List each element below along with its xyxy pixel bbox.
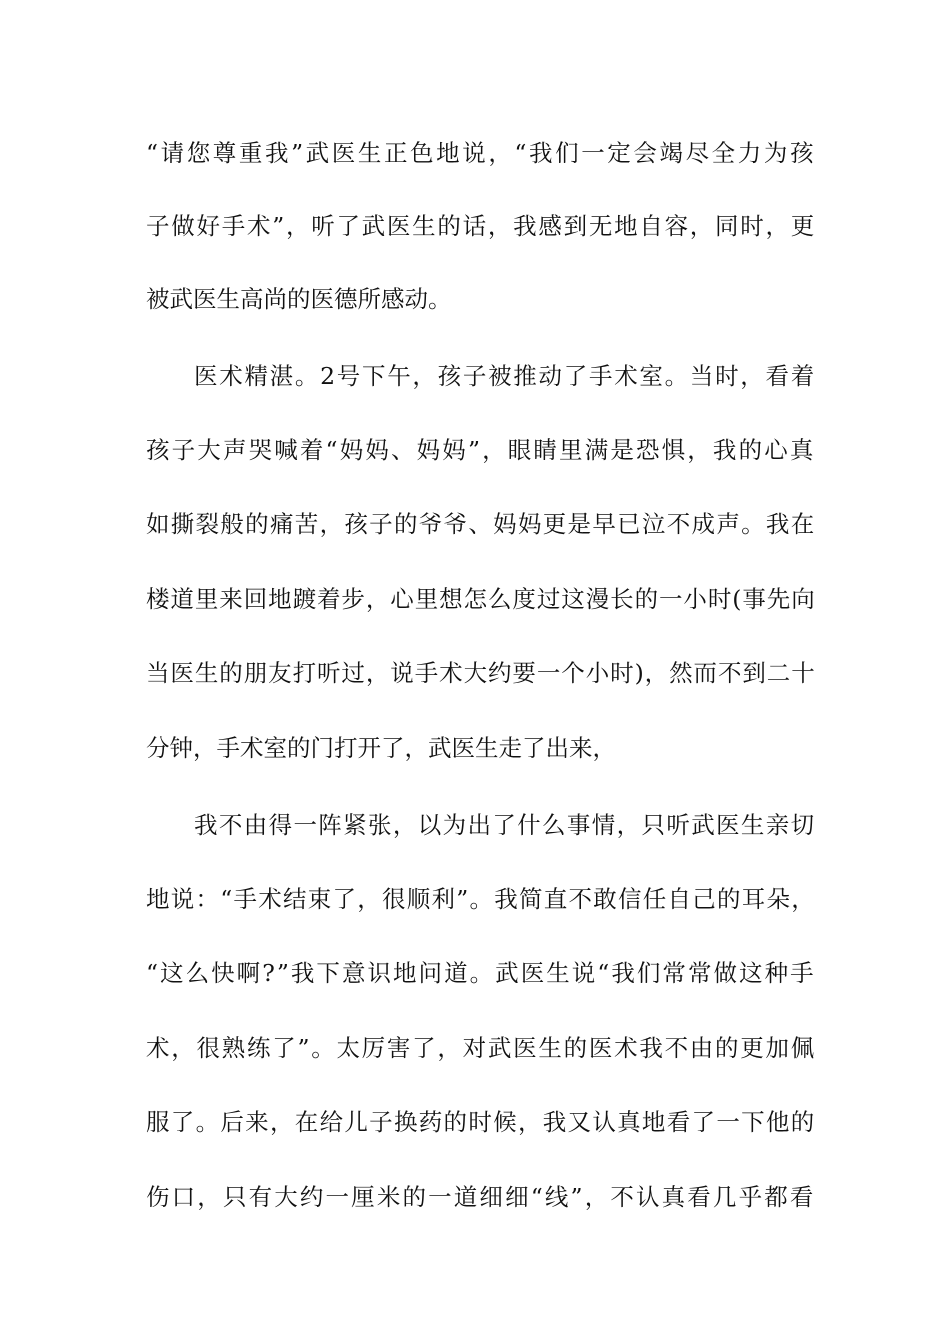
text-line: 服了。后来，在给儿子换药的时候，我又认真地看了一下他的: [146, 1108, 816, 1136]
text-line: 被武医生高尚的医德所感动。: [146, 285, 452, 313]
text-line: 分钟，手术室的门打开了，武医生走了出来，: [146, 734, 616, 762]
text-line: 伤口，只有大约一厘米的一道细细“线”，不认真看几乎都看: [146, 1183, 816, 1211]
text-line: 如撕裂般的痛苦，孩子的爷爷、妈妈更是早已泣不成声。我在: [146, 510, 816, 538]
paragraph-first-line: 我不由得一阵紧张，以为出了什么事情，只听武医生亲切: [194, 811, 816, 839]
text-line: 地说：“手术结束了，很顺利”。我简直不敢信任自己的耳朵，: [146, 885, 817, 913]
text-line: “这么快啊?”我下意识地问道。武医生说“我们常常做这种手: [146, 959, 816, 987]
text-line: 当医生的朋友打听过，说手术大约要一个小时)，然而不到二十: [146, 659, 816, 687]
paragraph-first-line: 医术精湛。2号下午，孩子被推动了手术室。当时，看着: [194, 362, 816, 390]
text-line: “请您尊重我”武医生正色地说，“我们一定会竭尽全力为孩: [146, 139, 817, 167]
text-line: 楼道里来回地踱着步，心里想怎么度过这漫长的一小时(事先向: [146, 585, 816, 613]
text-line: 孩子大声哭喊着“妈妈、妈妈”，眼睛里满是恐惧，我的心真: [146, 436, 816, 464]
text-line: 子做好手术”，听了武医生的话，我感到无地自容，同时，更: [146, 212, 817, 240]
text-line: 术，很熟练了”。太厉害了，对武医生的医术我不由的更加佩: [146, 1034, 817, 1062]
